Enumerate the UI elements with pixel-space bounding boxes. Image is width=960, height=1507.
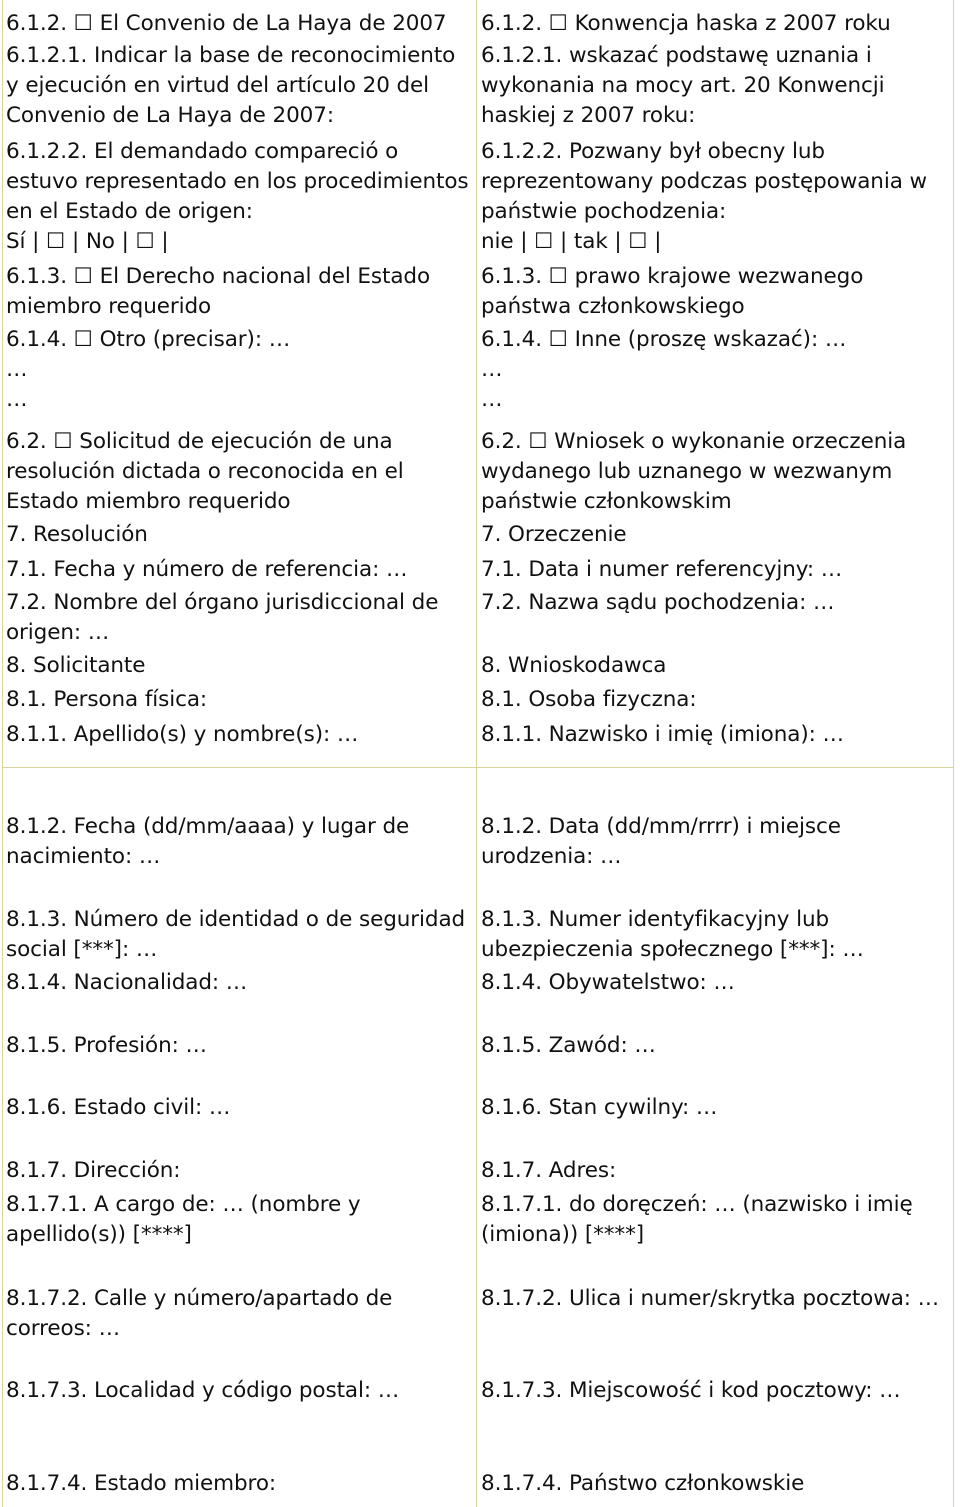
pl-field-6-1-2-2-line-4: nie | ☐ | tak | ☐ | [481,229,662,254]
es-field-7-1-line-1: 7.1. Fecha y número de referencia: … [6,557,408,582]
pl-field-7-2-line-1: 7.2. Nazwa sądu pochodzenia: … [481,590,835,615]
pl-field-8-1-2-line-1: 8.1.2. Data (dd/mm/rrrr) i miejsce [481,814,841,839]
es-field-6-2-line-2: resolución dictada o reconocida en el [6,459,404,484]
pl-field-8-1-line-1: 8.1. Osoba fizyczna: [481,687,697,712]
es-field-8-1-3-line-2: social [***]: … [6,937,158,962]
es-field-6-1-2-2-line-3: en el Estado de origen: [6,199,253,224]
pl-field-8-1-7-1-line-2: (imiona)) [****] [481,1222,645,1247]
es-field-8-1-3-line-1: 8.1.3. Número de identidad o de seguridad [6,907,466,932]
es-field-8-1-4-line-1: 8.1.4. Nacionalidad: … [6,970,248,995]
pl-field-8-1-5-line-1: 8.1.5. Zawód: … [481,1033,656,1058]
es-field-6-2-line-3: Estado miembro requerido [6,489,291,514]
es-field-6-1-4-line-3: … [6,387,28,412]
es-field-6-1-4-line-1: 6.1.4. ☐ Otro (precisar): … [6,327,291,352]
es-field-8-1-7-3-line-1: 8.1.7.3. Localidad y código postal: … [6,1378,400,1403]
es-field-8-1-7-1-line-2: apellido(s)) [****] [6,1222,192,1247]
pl-field-6-1-4-line-2: … [481,357,503,382]
pl-field-6-1-4-line-3: … [481,387,503,412]
pl-field-8-1-4-line-1: 8.1.4. Obywatelstwo: … [481,970,735,995]
es-field-8-1-1-line-1: 8.1.1. Apellido(s) y nombre(s): … [6,722,359,747]
es-field-6-1-2-2-line-2: estuvo representado en los procedimientos [6,169,469,194]
table-row-divider [2,767,954,768]
pl-field-6-2-line-2: wydanego lub uznanego w wezwanym [481,459,893,484]
pl-field-6-1-3-line-1: 6.1.3. ☐ prawo krajowe wezwanego [481,264,864,289]
pl-field-8-1-7-4-line-1: 8.1.7.4. Państwo członkowskie [481,1471,805,1496]
pl-field-8-1-7-line-1: 8.1.7. Adres: [481,1158,617,1183]
pl-field-6-2-line-1: 6.2. ☐ Wniosek o wykonanie orzeczenia [481,429,907,454]
pl-field-8-1-6-line-1: 8.1.6. Stan cywilny: … [481,1095,718,1120]
es-field-7-2-line-2: origen: … [6,620,110,645]
pl-field-7-1-line-1: 7.1. Data i numer referencyjny: … [481,557,843,582]
pl-field-6-1-2-1-line-2: wykonania na mocy art. 20 Konwencji [481,73,885,98]
es-field-8-1-7-2-line-2: correos: … [6,1316,120,1341]
es-field-8-1-6-line-1: 8.1.6. Estado civil: … [6,1095,231,1120]
pl-field-8-line-1: 8. Wnioskodawca [481,653,667,678]
es-field-6-1-2-1-line-1: 6.1.2.1. Indicar la base de reconocimiento [6,43,456,68]
es-field-6-1-2-2-line-1: 6.1.2.2. El demandado compareció o [6,139,399,164]
table-border-middle [476,0,477,1507]
es-field-6-1-2-1-line-2: y ejecución en virtud del artículo 20 del [6,73,430,98]
pl-field-8-1-7-1-line-1: 8.1.7.1. do doręczeń: … (nazwisko i imię [481,1192,913,1217]
pl-field-8-1-7-3-line-1: 8.1.7.3. Miejscowość i kod pocztowy: … [481,1378,901,1403]
es-field-8-1-line-1: 8.1. Persona física: [6,687,208,712]
pl-field-8-1-1-line-1: 8.1.1. Nazwisko i imię (imiona): … [481,722,844,747]
table-border-left [2,0,3,1507]
pl-field-6-1-2-2-line-1: 6.1.2.2. Pozwany był obecny lub [481,139,825,164]
es-field-6-1-3-line-2: miembro requerido [6,294,212,319]
es-field-6-1-2-2-line-4: Sí | ☐ | No | ☐ | [6,229,169,254]
es-field-8-1-2-line-2: nacimiento: … [6,844,161,869]
pl-field-8-1-2-line-2: urodzenia: … [481,844,622,869]
es-field-7-2-line-1: 7.2. Nombre del órgano jurisdiccional de [6,590,439,615]
es-field-8-line-1: 8. Solicitante [6,653,146,678]
es-field-6-1-2-1-line-3: Convenio de La Haya de 2007: [6,103,334,128]
pl-field-6-1-2-line-1: 6.1.2. ☐ Konwencja haska z 2007 roku [481,11,891,36]
pl-field-6-1-2-1-line-3: haskiej z 2007 roku: [481,103,696,128]
es-field-8-1-2-line-1: 8.1.2. Fecha (dd/mm/aaaa) y lugar de [6,814,410,839]
es-field-8-1-7-line-1: 8.1.7. Dirección: [6,1158,181,1183]
es-field-6-1-2-line-1: 6.1.2. ☐ El Convenio de La Haya de 2007 [6,11,447,36]
es-field-7-line-1: 7. Resolución [6,522,148,547]
pl-field-8-1-3-line-2: ubezpieczenia społecznego [***]: … [481,937,864,962]
es-field-8-1-7-1-line-1: 8.1.7.1. A cargo de: … (nombre y [6,1192,361,1217]
table-border-right [953,0,954,1507]
pl-field-6-1-2-2-line-3: państwie pochodzenia: [481,199,727,224]
pl-field-6-1-2-1-line-1: 6.1.2.1. wskazać podstawę uznania i [481,43,872,68]
pl-field-7-line-1: 7. Orzeczenie [481,522,627,547]
es-field-8-1-5-line-1: 8.1.5. Profesión: … [6,1033,207,1058]
pl-field-6-1-4-line-1: 6.1.4. ☐ Inne (proszę wskazać): … [481,327,847,352]
pl-field-8-1-7-2-line-1: 8.1.7.2. Ulica i numer/skrytka pocztowa: … [481,1286,940,1311]
es-field-8-1-7-4-line-1: 8.1.7.4. Estado miembro: [6,1471,277,1496]
pl-field-6-1-3-line-2: państwa członkowskiego [481,294,745,319]
es-field-6-2-line-1: 6.2. ☐ Solicitud de ejecución de una [6,429,393,454]
es-field-8-1-7-2-line-1: 8.1.7.2. Calle y número/apartado de [6,1286,393,1311]
es-field-6-1-3-line-1: 6.1.3. ☐ El Derecho nacional del Estado [6,264,431,289]
pl-field-6-2-line-3: państwie członkowskim [481,489,732,514]
pl-field-8-1-3-line-1: 8.1.3. Numer identyfikacyjny lub [481,907,830,932]
es-field-6-1-4-line-2: … [6,357,28,382]
pl-field-6-1-2-2-line-2: reprezentowany podczas postępowania w [481,169,927,194]
